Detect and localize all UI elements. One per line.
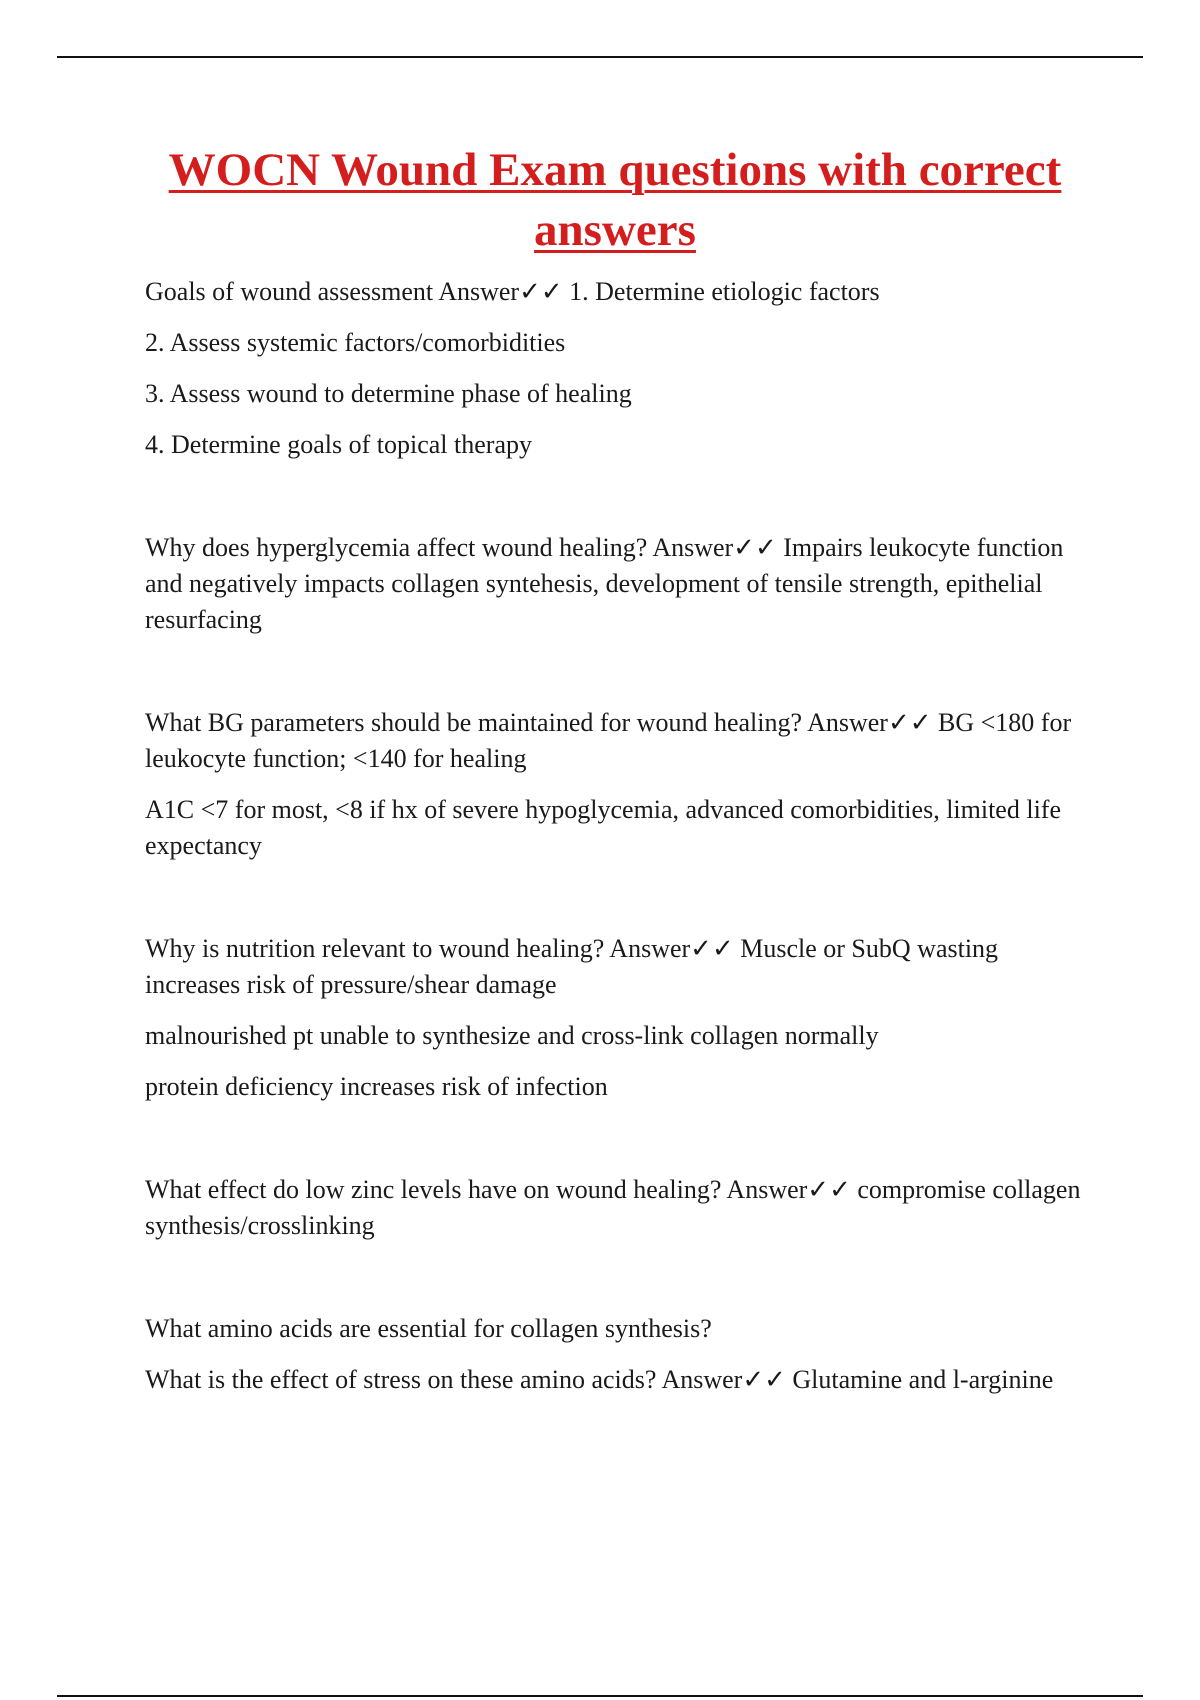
section-spacer [145, 1120, 1085, 1172]
section-spacer [145, 478, 1085, 530]
qa-line: What BG parameters should be maintained for wound healing? Answer✓✓ BG <180 for leukocyte function; <140 for healing [145, 708, 1072, 773]
section-spacer [145, 879, 1085, 931]
qa-line: What is the effect of stress on these amino acids? Answer✓✓ Glutamine and l-arginine [145, 1365, 1054, 1394]
qa-block-amino-acids [145, 1311, 1085, 1398]
top-rule [57, 56, 1143, 58]
qa-block-hyperglycemia [145, 530, 1085, 638]
document-page [145, 140, 1085, 1413]
qa-block-nutrition [145, 931, 1085, 1105]
section-spacer [145, 653, 1085, 705]
qa-line: Why is nutrition relevant to wound healing? Answer✓✓ Muscle or SubQ wasting increases risk of pressure/shear damage [145, 934, 999, 999]
qa-line: Why does hyperglycemia affect wound healing? Answer✓✓ Impairs leukocyte function and negatively impacts collagen syntehesis, development of tensile strength, epithelial resurfacing [145, 533, 1064, 634]
bottom-rule [57, 1695, 1143, 1697]
qa-line: 4. Determine goals of topical therapy [145, 430, 532, 459]
section-spacer [145, 1259, 1085, 1311]
qa-block-bg-parameters [145, 705, 1085, 864]
qa-line: What effect do low zinc levels have on wound healing? Answer✓✓ compromise collagen synthesis/crosslinking [145, 1175, 1081, 1240]
qa-line: What amino acids are essential for collagen synthesis? [145, 1314, 712, 1343]
qa-line: Goals of wound assessment Answer✓✓ 1. Determine etiologic factors [145, 277, 880, 306]
qa-block-zinc [145, 1172, 1085, 1244]
qa-line: A1C <7 for most, <8 if hx of severe hypoglycemia, advanced comorbidities, limited life expectancy [145, 795, 1061, 860]
qa-line: 2. Assess systemic factors/comorbidities [145, 328, 566, 357]
title-line-1: WOCN Wound Exam questions with correct [168, 144, 1062, 196]
qa-line: malnourished pt unable to synthesize and cross-link collagen normally [145, 1021, 879, 1050]
qa-line: protein deficiency increases risk of infection [145, 1072, 608, 1101]
title-line-2: answers [534, 204, 696, 256]
document-title [145, 140, 1085, 260]
qa-block-wound-assessment [145, 274, 1085, 463]
qa-line: 3. Assess wound to determine phase of healing [145, 379, 632, 408]
